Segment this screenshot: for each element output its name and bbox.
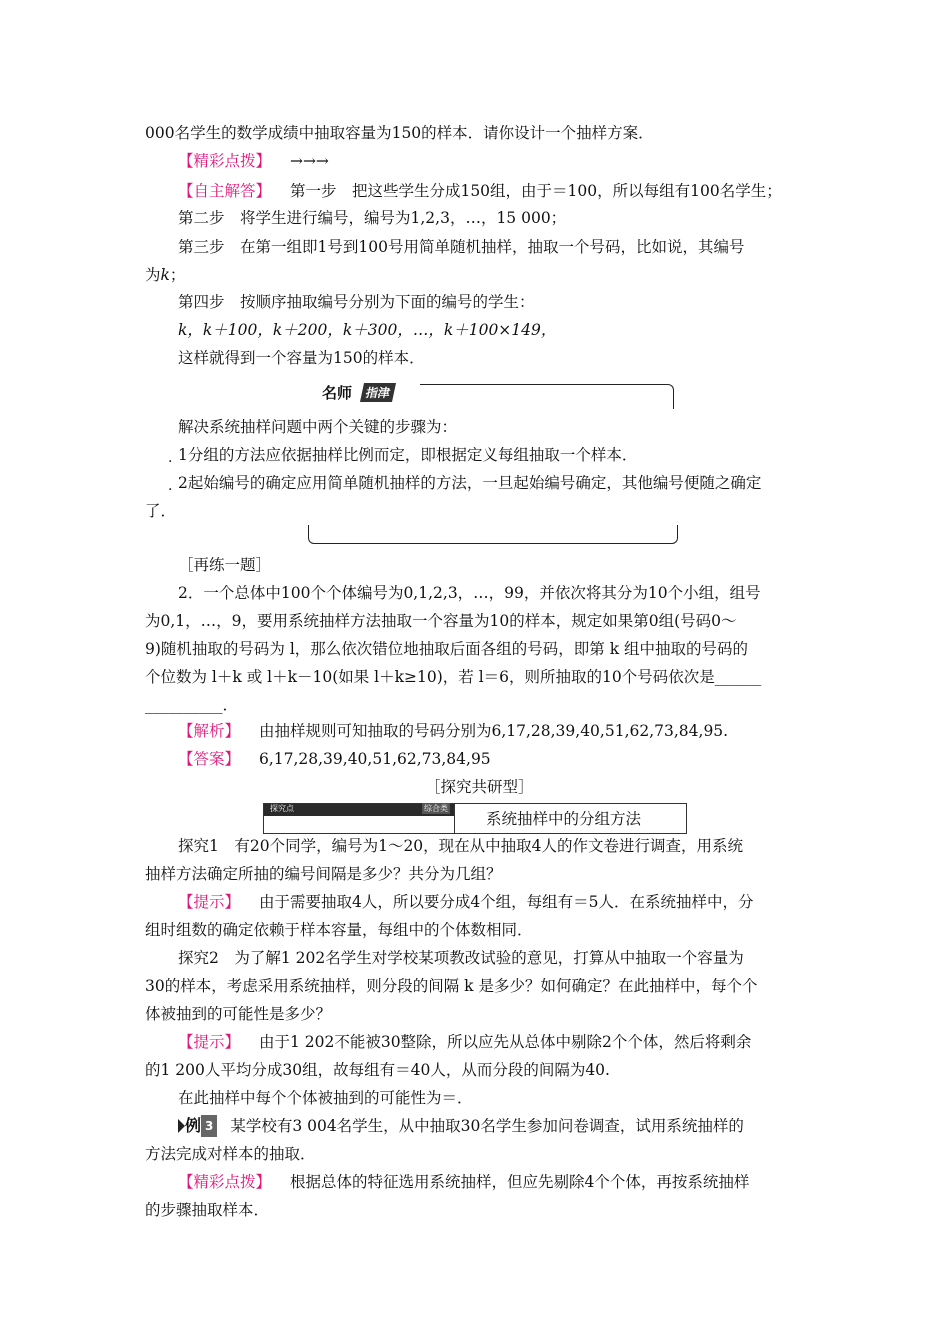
text-line: 方法完成对样本的抽取． [145,1145,316,1163]
text-line [178,1031,751,1053]
tip-tag: 【提示】 [178,893,241,911]
text-line: 2起始编号的确定应用简单随机抽样的方法，一旦起始编号确定，其他编号便随之确定 [178,474,762,492]
example-text: 某学校有3 004名学生，从中抽取30名学生参加问卷调查，试用系统抽样的 [230,1117,744,1135]
hint-tag: 【精彩点拨】 [178,1173,272,1191]
answer-text: 6,17,28,39,40,51,62,73,84,95 [258,750,491,768]
text-line [178,720,728,742]
text-line [178,1115,744,1137]
text-line [178,1171,749,1193]
section-label: ［再练一题］ [178,556,272,574]
text-line [145,264,185,286]
text-line: 个位数为 l＋k 或 l＋k－10(如果 l＋k≥10)，若 l＝6，则所抽取的10个号码依次是______ [145,668,762,686]
text-line [178,180,782,202]
explore-title: 系统抽样中的分组方法 [486,810,642,828]
solution-tag: 【自主解答】 [178,182,272,200]
text-line: 在此抽样中每个个体被抽到的可能性为＝． [178,1089,473,1107]
text-line: __________． [145,696,239,714]
tip-text: 由于需要抽取4人，所以要分成4个组，每组有＝5人．在系统抽样中，分 [258,893,754,911]
text: 为 [145,266,161,284]
variable: k [160,266,170,284]
analysis-tag: 【解析】 [178,722,241,740]
text-line: 000名学生的数学成绩中抽取容量为150的样本．请你设计一个抽样方案． [145,124,654,142]
example-badge [178,1115,217,1137]
triangle-arrow-icon [178,1119,185,1133]
text-line: 探究2 为了解1 202名学生对学校某项教改试验的意见，打算从中抽取一个容量为 [178,949,744,967]
text-line: 第三步 在第一组即1号到100号用简单随机抽样，抽取一个号码，比如说，其编号 [178,238,745,256]
text-line: 抽样方法确定所抽的编号间隔是多少？共分为几组？ [145,865,502,883]
teacher-guide-banner [308,380,676,410]
text-line [178,150,329,172]
text-line: 为0,1，…，9，要用系统抽样方法抽取一个容量为10的样本，规定如果第0组(号码0～ [145,612,737,630]
text-line: 这样就得到一个容量为150的样本． [178,349,425,367]
label-badge: 指津 [360,383,396,402]
text-line: 解决系统抽样问题中两个关键的步骤为： [178,418,458,436]
text-line: 第二步 将学生进行编号，编号为1,2,3，…，15 000； [178,209,567,227]
text-line: 2．一个总体中100个个体编号为0,1,2,3，…，99，并依次将其分为10个小组，组号 [178,584,761,602]
divider [454,804,455,833]
tip-tag: 【提示】 [178,1033,241,1051]
text-line: 体被抽到的可能性是多少？ [145,1005,332,1023]
banner-rule [420,384,674,409]
box-bottom-rule [308,525,678,544]
explore-dark-strip [264,804,454,816]
example-label: 例 [185,1116,202,1135]
explore-point-label: 探究点 [270,804,294,813]
hint-text: 根据总体的特征选用系统抽样，但应先剔除4个个体，再按系统抽样 [289,1173,750,1191]
text-line: 了． [145,502,177,520]
answer-tag: 【答案】 [178,750,241,768]
text-line: 1分组的方法应依据抽样比例而定，即根据定义每组抽取一个样本． [178,446,638,464]
hint-text: →→→ [289,152,329,170]
text-line [178,748,491,770]
formula-line: k，k＋100，k＋200，k＋300，…，k＋100×149， [178,321,557,339]
bullet-dot: . [168,478,173,494]
analysis-text: 由抽样规则可知抽取的号码分别为6,17,28,39,40,51,62,73,84,95. [258,722,729,740]
example-number: 3 [201,1115,217,1137]
bullet-dot: . [168,450,173,466]
label-text: 名师 [322,384,353,402]
text-line: 组时组数的确定依赖于样本容量，每组中的个体数相同． [145,921,533,939]
section-label: ［探究共研型］ [425,778,534,796]
text-line: 9)随机抽取的号码为 l，那么依次错位地抽取后面各组的号码，即第 k 组中抽取的号码的 [145,640,749,658]
explore-topic-bar [263,803,687,834]
hint-tag: 【精彩点拨】 [178,152,272,170]
tip-text: 由于1 202不能被30整除，所以应先从总体中剔除2个个体，然后将剩余 [258,1033,752,1051]
teacher-guide-label [308,380,418,406]
solution-text: 第一步 把这些学生分成150组，由于＝100，所以每组有100名学生； [289,182,782,200]
text-line [178,891,754,913]
text-line: 的1 200人平均分成30组，故每组有＝40人，从而分段的间隔为40. [145,1061,610,1079]
text-line: 探究1 有20个同学，编号为1～20，现在从中抽取4人的作文卷进行调查，用系统 [178,837,744,855]
text-line: 30的样本，考虑采用系统抽样，则分段的间隔 k 是多少？如何确定？在此抽样中，每个个 [145,977,758,995]
text-line: 第四步 按顺序抽取编号分别为下面的编号的学生： [178,293,535,311]
explore-type-label: 综合类 [424,804,448,813]
text: ； [169,266,186,284]
text-line: 的步骤抽取样本． [145,1201,270,1219]
